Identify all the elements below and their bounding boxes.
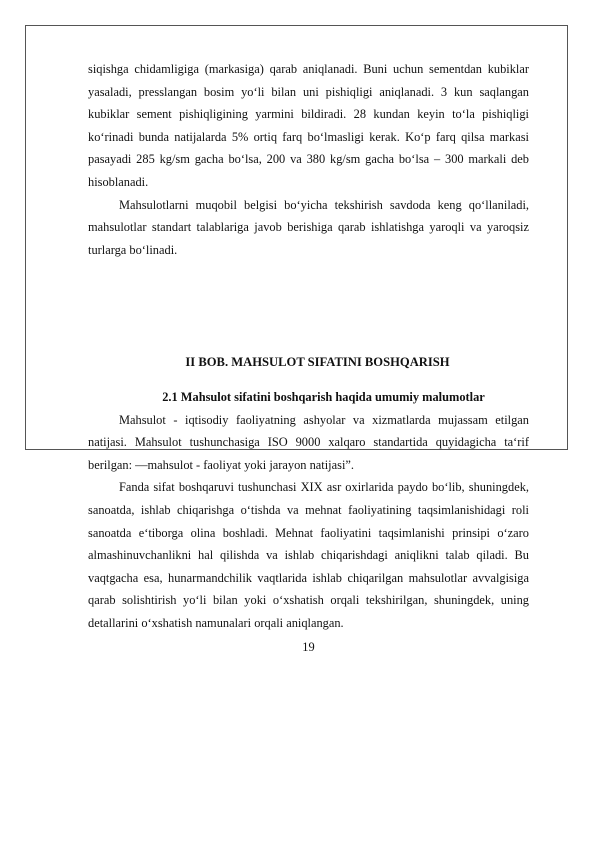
page-number: 19 [302,640,315,655]
document-body [88,58,529,659]
chapter-title: II BOB. MAHSULOT SIFATINI BOSHQARISH [185,355,450,370]
paragraph-testing: Mahsulotlarni muqobil belgisi bo‘yicha tekshirish savdoda keng qo‘llaniladi, mahsulotlar standart talablariga javob berishiga qarab ishlatishga yaroqli va yaroqsiz turlarga bo‘linadi. [88,197,529,257]
blank-space [88,261,529,351]
paragraph-continuation: siqishga chidamligiga (markasiga) qarab aniqlanadi. Buni uchun sementdan kubiklar yasaladi, presslangan bosim yo‘li bilan uni pishiqligi aniqlanadi. 3 kun saqlangan kubiklar sement pishiqligining yarmini bildiradi. 28 kundan keyin to‘la pishiqligi ko‘rinadi bunda natijalarda 5% ortiq farq bo‘lmasligi kerak. Ko‘p farq qilsa markasi pasayadi 285 kg/sm gacha bo‘lsa, 200 va 380 kg/sm gacha bo‘lsa – 300 markali deb hisoblanadi. [88,62,529,189]
paragraph-product-definition: Mahsulot - iqtisodiy faoliyatning ashyolar va xizmatlarda mujassam etilgan natijasi. Mahsulot tushunchasiga ISO 9000 xalqaro standartida quyidagicha ta‘rif berilgan: —mahsulot - faoliyat yoki jarayon natijasi”. [88,412,529,472]
paragraph-quality-history: Fanda sifat boshqaruvi tushunchasi XIX asr oxirlarida paydo bo‘lib, shuningdek, sanoatda, ishlab chiqarishga o‘tishda va mehnat faoliyatining taqsimlanishidagi roli sanoatda e‘tiborga olina boshladi. Mehnat faoliyatini taqsimlanishi prinsipi o‘zaro almashinuvchanlikni hal qilishda va ishlab chiqarishdagi aniqlikni talab qiladi. Bu vaqtgacha esa, hunarmandchilik vaqtlarida ishlab chiqarilgan mahsulotlar avvalgisiga qarab solishtirish yo‘li bilan yoki o‘xshatish orqali tekshirilgan, shuningdek, uning detallarini o‘xshatish namunalari orqali aniqlangan. [88,480,529,630]
section-title: 2.1 Mahsulot sifatini boshqarish haqida umumiy malumotlar [162,389,485,404]
